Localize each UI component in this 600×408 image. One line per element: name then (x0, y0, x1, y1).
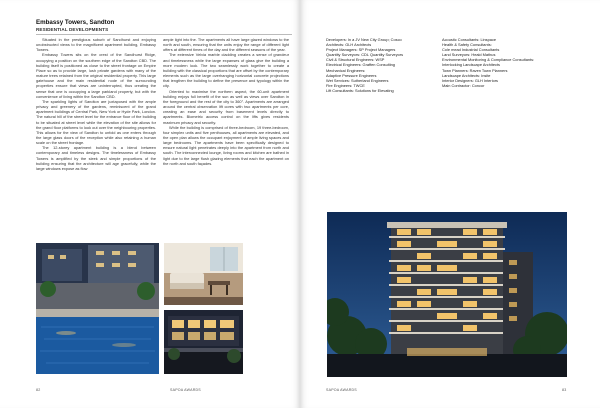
paragraph: Oriented to maximise the northern aspect, the 60-unit apartment building enjoys full benefit of the sun as well as views over Sandton in the foreground and the rest of the city to 360°. Apartments are arranged around the central observation lift cores with two apartments per core, creating an ease and security from basement levels directly to apartments. Biometric access control on the lifts gives residents maximum privacy and security. (163, 88, 289, 125)
credit-line: Electrical Engineers: Graffen Consulting (326, 62, 395, 68)
credit-line: Wet Services: Sutherland Engineers (326, 77, 389, 83)
paragraph: The 12-storey apartment building is a blend between contemporary and timeless designs. The timelessness of Embassy Towers is amplified by the sleek and simple proportions of the building ensuring that the architecture will age gracefully, while the large windows expose as flow (36, 145, 156, 171)
paragraph: Situated in the prestigious suburb of Sandhurst and enjoying unobstructed views to the magnificent apartment building, Embassy Towers. (36, 37, 156, 53)
credit-line: Project Managers: SP Project Managers (326, 47, 396, 53)
title-divider (36, 34, 292, 35)
tower-photo (327, 212, 567, 377)
credit-line: Interlocking Landscape Architects (442, 62, 500, 68)
credit-line: Town Planners: Raven Town Planners (442, 67, 508, 73)
tower-illustration (327, 212, 567, 377)
article-title: Embassy Towers, Sandton (36, 19, 115, 26)
credit-line: Main Contractor: Concor (442, 82, 485, 88)
paragraph: The extensive Velvia marble cladding creates a sense of grandeur and timelessness while the large expanses of glass give the building a more modern look. The two seamlessly work together to create a building with the classical proportions that are offset by the contemporary elements such as the large overhanging horizontal concrete projections that lengthen the building to define the presence and typology within the city. (163, 52, 289, 89)
paragraph: While the building is comprised of three-bedroom, 19 three-bedroom, four simplex units and five penthouses, all apartments are elevated, and the open plan allows the occupant enjoyment of ample living spaces and large bedrooms. The apartments have been specifically designed to ensure natural light penetrates deeply into the apartment from north and south. The interconnected lounge, living rooms and kitchen are bathed in light due to the large flush glazing elements that each the apartment on the north and south façades. (163, 124, 289, 166)
paragraph: The sparkling lights of Sandton are juxtaposed with the ample privacy and greenery of the gardens, reminiscent of the grand apartment buildings of Central Park, New York or Hyde Park, London. The natural hill of the street level for the entrance floor of the building to be situated at street level while the elevation of the site allows for the grand floor platforms to look out over the neighbouring properties. This allows for the view of Sandton to unfold as one enters through the large glass doors of the reception while also retaining a human scale on the street frontage. (36, 98, 156, 146)
body-column-1 (36, 37, 156, 171)
credit-line: Architects: GLH Architects (326, 42, 372, 48)
credit-line: Environmental Monitoring & Compliance Consultants: (442, 57, 535, 63)
right-page-number: 83 (562, 388, 567, 392)
body-column-2 (163, 37, 289, 166)
lounge-photo (164, 243, 243, 305)
credit-line: Quantity Surveyors: CDL Quantity Surveyors (326, 52, 404, 58)
paragraph: ample light into the. The apartments all have large glazed windows to the north and south, ensuring that the units enjoy the range of different light offers at different times of the day and the different seasons of the year. (163, 37, 289, 53)
paragraph: Embassy Towers sits on the crest of the Sandhurst Ridge, occupying a position on the southern edge of the Sandton CBD. The building itself is positioned as close to the street frontage on Empire Place so as to provide large, lush private gardens with many of the mature trees retained from the original residential property. This large gatehouse and the main residential node of the surrounding properties ensure that views are uninterrupted, thus creating the sense that one is occupying a large parkland property, but with the convenience of living within the Sandton CBD. (36, 52, 156, 99)
article-category: RESIDENTIAL DEVELOPMENTS (36, 27, 109, 32)
left-page-number: 82 (36, 388, 41, 392)
pool-photo (36, 243, 159, 374)
left-running-head: SAPOA AWARDS (170, 388, 201, 392)
credit-line: Mechanical Engineers: (326, 67, 366, 73)
night-exterior-illustration (164, 310, 243, 374)
project-credits-column-2 (442, 37, 562, 88)
lounge-illustration (164, 243, 243, 305)
credit-line: Lift Consultants: Solutions for Elevating (326, 87, 394, 93)
credit-line: Landscape Architects: Insite (442, 72, 491, 78)
night-exterior-photo (164, 310, 243, 374)
right-running-head: SAPOA AWARDS (326, 388, 357, 392)
credit-line: Adaptive Pressure Engineers (326, 72, 377, 78)
credit-line: Fire Engineers: TWCE (326, 82, 365, 88)
credit-line: Land Surveyors: Heald Mathus (442, 52, 496, 58)
credit-line: Interior Designers: GLH Interiors (442, 77, 499, 83)
credit-line: Health & Safety Consultants: (442, 42, 492, 48)
credit-line: Developers: In a JV New City Group; Cosco (326, 37, 402, 42)
project-credits-column-1 (326, 37, 436, 93)
credit-line: Cole mead Industrial Consultants (442, 47, 500, 53)
credit-line: Acoustic Consultants: Linspace (442, 37, 497, 42)
pool-illustration (36, 243, 159, 374)
credit-line: Civil & Structural Engineers: WSP (326, 57, 385, 63)
